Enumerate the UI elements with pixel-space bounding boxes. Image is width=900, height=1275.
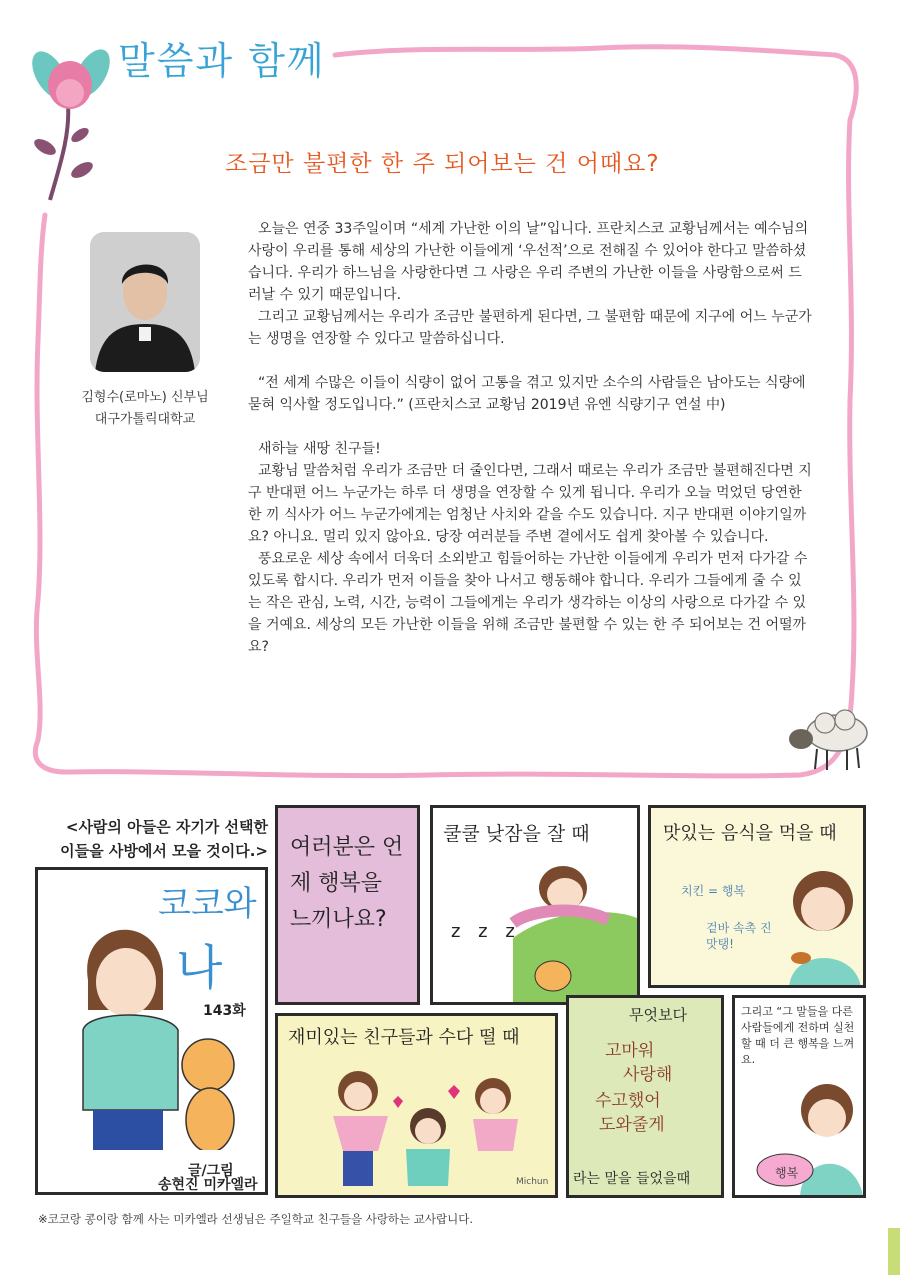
comic-intro-line: <사람의 아들은 자기가 선택한 (65, 818, 268, 836)
panel5-bottom-text: 라는 말을 들었을때 (573, 1171, 691, 1187)
credit-name: 송현진 미카엘라 (158, 1177, 258, 1193)
eating-girl-illustration-icon (781, 863, 866, 988)
comic-intro-quote (40, 815, 268, 863)
panel5-word: 도와줄게 (599, 1115, 665, 1135)
panel5-word: 고마워 (605, 1041, 655, 1061)
comic-intro-line: 이들을 사방에서 모을 것이다.> (60, 842, 268, 860)
friends-chatting-illustration-icon (298, 1061, 548, 1196)
comic-title-line2: 나 (176, 940, 223, 996)
paragraph: 그리고 교황님께서는 우리가 조금만 불편하게 된다면, 그 불편함 때문에 지구에 어느 누군가는 생명을 연장할 수 있다고 말씀하십니다. (248, 309, 812, 347)
panel4-caption: 재미있는 친구들과 수다 떨 때 (288, 1027, 520, 1048)
comic-panel-4 (275, 1013, 558, 1198)
panel5-top-text: 무엇보다 (629, 1006, 687, 1024)
priest-portrait-icon (90, 232, 200, 372)
comic-title-line1: 코코와 (158, 884, 257, 924)
comic-panel-6 (732, 995, 866, 1198)
artist-signature: Michun (516, 1177, 549, 1187)
panel6-text: 그리고 “그 말들을 다른 사람들에게 전하며 실천할 때 더 큰 행복을 느껴요. (741, 1005, 855, 1066)
greeting-paragraph: 새하늘 새땅 친구들! (258, 441, 381, 457)
footer-note: ※코코랑 콩이랑 함께 사는 미카엘라 선생님은 주일학교 친구들을 사랑하는 교사랍니다. (38, 1212, 474, 1226)
author-affiliation: 대구가톨릭대학교 (94, 412, 196, 427)
panel2-zzz: z z z (451, 921, 521, 942)
episode-number: 143화 (203, 1003, 246, 1019)
paragraph: 교황님 말씀처럼 우리가 조금만 더 줄인다면, 그래서 때로는 우리가 조금만 불편해진다면 지구 반대편 어느 누군가는 하루 더 생명을 연장할 수 있게 됩니다. 우리가 오늘 먹었던 당연한 한 끼 식사가 어느 누군가에게는 엄청난 사치와 같을 수도 있습니다. 지구 반대편 이야기일까요? 아니요. 멀리 있지 않아요. 당장 여러분들 주변 곁에서도 쉽게 찾아볼 수 있습니다. (248, 463, 812, 545)
sheep-illustration-icon (785, 705, 875, 775)
comic-panel-1 (275, 805, 420, 1005)
comic-panel-5 (566, 995, 724, 1198)
panel5-word: 수고했어 (595, 1091, 661, 1111)
article-subtitle: 조금만 불편한 한 주 되어보는 건 어때요? (225, 151, 660, 177)
girl-and-cat-illustration-icon (58, 900, 258, 1150)
credit-label: 글/그림 (188, 1163, 234, 1179)
page-title: 말씀과 함께 (118, 39, 326, 83)
panel3-note2: 겉바 속촉 진맛탱! (706, 921, 772, 951)
article-body (248, 218, 814, 658)
panel1-text: 여러분은 언제 행복을 느끼나요? (290, 835, 404, 932)
panel3-caption: 맛있는 음식을 먹을 때 (663, 823, 837, 844)
quote-paragraph: “전 세계 수많은 이들이 식량이 없어 고통을 겪고 있지만 소수의 사람들은 남아도는 식량에 묻혀 익사할 정도입니다.” (프란치스코 교황님 2019년 유엔 식량기구 연설 中) (248, 375, 806, 413)
comic-panel-3 (648, 805, 866, 988)
comic-panel-2 (430, 805, 640, 1005)
author-photo (90, 232, 200, 372)
girl-sharing-happiness-illustration-icon (755, 1078, 865, 1196)
panel5-word: 사랑해 (623, 1065, 673, 1085)
paragraph: 오늘은 연중 33주일이며 “세계 가난한 이의 날”입니다. 프란치스코 교황님께서는 예수님의 사랑이 우리를 통해 세상의 가난한 이들에게 ‘우선적’으로 전해질 수 있어야 한다고 말씀하셨습니다. 우리가 하느님을 사랑한다면 그 사랑은 우리 주변의 가난한 이들을 사랑함으로써 드러날 수 있기 때문입니다. (248, 221, 809, 303)
comic-title-panel (35, 867, 268, 1195)
panel6-bubble-text: 행복 (775, 1166, 799, 1180)
panel3-note1: 치킨 = 행복 (681, 884, 746, 898)
paragraph: 풍요로운 세상 속에서 더욱더 소외받고 힘들어하는 가난한 이들에게 우리가 먼저 다가갈 수 있도록 합시다. 우리가 먼저 이들을 찾아 나서고 행동해야 합니다. 우리가 그들에게 줄 수 있는 작은 관심, 노력, 시간, 능력이 그들에게는 우리가 생각하는 이상의 사랑으로 다가갈 수 있을 거예요. 세상의 모든 가난한 이들을 위해 조금만 불편할 수 있는 한 주 되어보는 건 어떨까요? (248, 551, 808, 655)
page-edge-accent (888, 1228, 900, 1275)
flower-decoration-icon (20, 35, 130, 205)
panel2-caption: 쿨쿨 낮잠을 잘 때 (443, 823, 590, 845)
author-name: 김형수(로마노) 신부님 (81, 390, 209, 405)
